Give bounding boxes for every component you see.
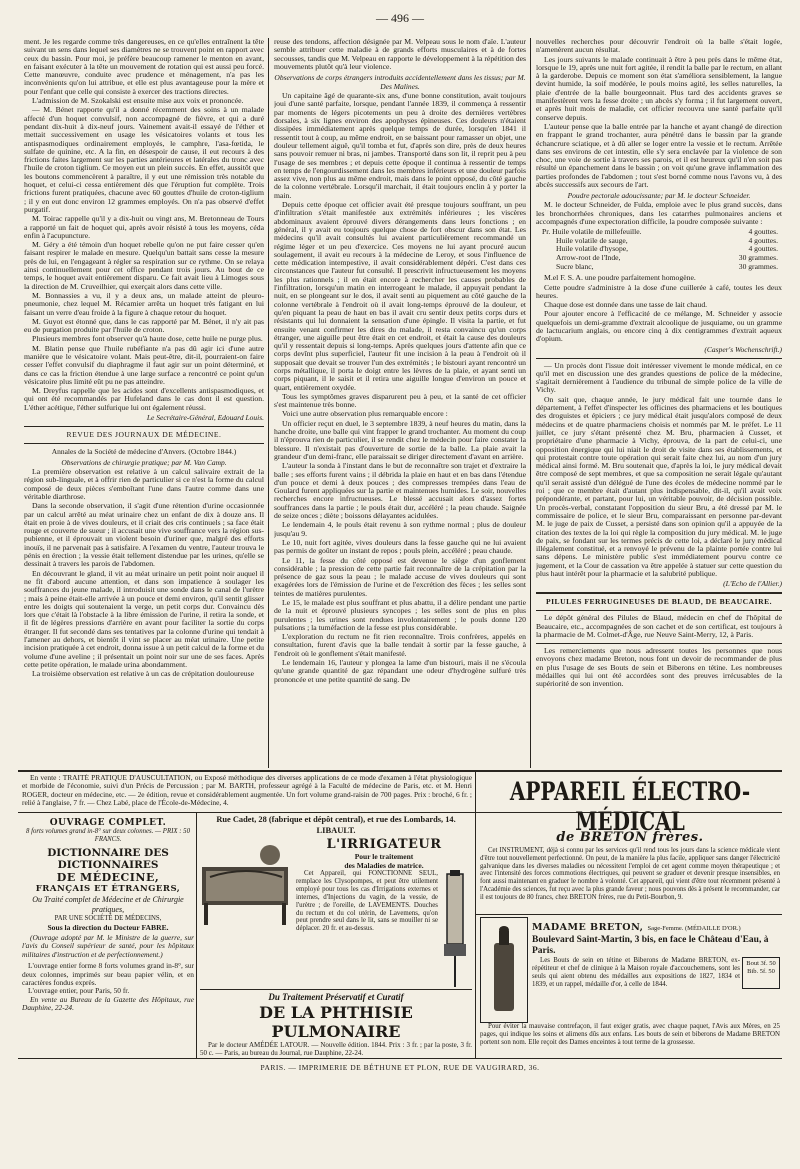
journal-source: Annales de la Société de médecine d'Anvers. (Octobre 1844.) — [51, 447, 237, 457]
ad-dict-direction: Sous la direction du Docteur FABRE. — [47, 923, 169, 932]
ad-mb-address: Boulevard Saint-Martin, 3 bis, en face le Château d'Eau, à Paris. — [532, 935, 769, 956]
col3-para: M. le docteur Schneider, de Fulda, emploie avec le plus grand succès, dans les bronchorrhées chroniques, dans les catarrhes pulmonaires anciens et accompagnés d'une expectoration difficile, la poudre composée suivante : — [536, 200, 782, 226]
ad-dict-title4: Ou Traité complet de Médecine et de Chirurgie pratiques, — [32, 895, 184, 914]
secretary-signature: Le Secrétaire-Général, Edouard Louis. — [146, 413, 264, 423]
ads-bottom-rule — [18, 1058, 782, 1059]
ad-dict-prix: L'ouvrage entier, pour Paris, 50 fr. — [28, 986, 130, 996]
source-citation: (Casper's Wochenschrift.) — [704, 344, 782, 354]
ad-irrigateur — [200, 815, 472, 987]
formula-row: Huile volatile d'hysope, 4 gouttes. — [556, 244, 778, 254]
ad-app-body: Cet INSTRUMENT, déjà si connu par les services qu'il rend tous les jours dans la science médicale vient d'être tout nouvellement perfectionné. On peut, de la manière la plus facile, appliquer sans danger l'électricité galvanique dans les diverses maladies ou nécessitent l'emploi de cet agent comme moyen thérapeutique ; et avec l'intensité des forces commotions électriques, qui peuvent se graduer et devenir presque insensibles, en font aussi maintenant en graduer le nombre à volonté. Cet appareil, qui vient d'être tout récemment présenté à l'Académie des sciences, fut reçu avec la plus grande faveur ; nous pouvons dès à présent le recommander, car il est toujours de 80 francs, chez BRETON frères, rue du Petit-Bourbon, 9. — [480, 847, 780, 901]
nursing-bottle-icon — [489, 925, 519, 1015]
ad-dict-ouvrage: OUVRAGE COMPLET. — [49, 818, 167, 828]
ad-app-title2: de BRETON frères. — [556, 830, 704, 845]
article-title: Poudre pectorale adoucissante; par M. le docteur Schneider. — [567, 191, 751, 201]
ad-breton-appareil — [480, 776, 780, 912]
section-divider — [536, 358, 782, 359]
formula-row: Sucre blanc, 30 grammes. — [556, 261, 778, 271]
col1-para: M. Guyot est étonné que, dans le cas rapporté par M. Bénet, il n'y ait pas eu de purgation produite par l'huile de croton. — [24, 316, 264, 335]
page-number: — 496 — — [376, 11, 424, 25]
ad-irr-body: Cet Appareil, qui FONCTIONNE SEUL, remplace les Clysopompes, et peut être utilement employé pour tous les cas d'Irrigations externes et internes, d'Injections du vagin, de la vessie, de l'urètre ; de l'oreille, de LAVEMENTS. Douches du rectum et du col utérin, de Lavemens, qu'on peut prendre seul dans le lit, sans se mouiller ni se déplacer. 20 fr. et au-dessus. — [296, 870, 438, 933]
col1-para: La troisième observation est relative à un cas de crépitation douloureuse — [32, 669, 255, 679]
col2-para: Un officier reçut en duel, le 3 septembre 1839, à neuf heures du matin, dans la hanche droite, une balle qui vint frapper le grand trochanter. Au moment du coup il n'éprouva rien de particulier, il se rendit chez le médecin pour faire constater la blessure. Il n'existait pas d'ouverture de sortie de la balle. La plaie avait la grandeur d'un demi-franc, elle paraissait se diriger directement d'avant en arrière. — [274, 418, 526, 461]
ad-dict-title3: FRANÇAIS ET ÉTRANGERS, — [35, 884, 181, 894]
ads-top-rule — [18, 770, 782, 772]
col1-para: — M. Bénet rapporte qu'il a donné récemment des soins à un malade affecté d'un hoquet convulsif, non accompagné de fièvre, et qui a duré pendant dix-huit à dix-neuf jours. Vainement avait-il essayé de l'éther et mettait successivement en usage les vésicatoires volants et tous les antispasmodiques ordinairement employés, le camphre, l'asa-fœtida, le sulfate de quinine, etc. A la fin, en désespoir de cause, il eut recours à des frictions faites largement sur les parties antérieures et latérales du tronc avec l'huile de croton tiglium. Ce moyen eut un plein succès. En effet, aussitôt que les boutons commencèrent à paraître, il y eut une rémission très notable du hoquet, et celui-ci cessa entièrement dès que l'éruption fut complète. Trois frictions furent pratiquées, chacune avec 60 gouttes d'huile de croton-tiglium ; il y en eut donc environ 12 grammes employés. On n'a pas observé d'effet purgatif. — [24, 105, 264, 214]
col1-para: ment. Je les regarde comme très dangereuses, en ce qu'elles entraînent la tête suivant un sens dans lequel ses diamètres ne se trouvent point en rapport avec ceux du bassin. Pour moi, je préfère beaucoup ramener le menton en avant, en faisant exécuter à la tête un mouvement de rotation qui est aussi peu forcé. Cette manœuvre, conduite avec prudence et ménagement, n'a pas les inconvénients qu'on lui attribue, et elle est plus avantageuse pour la mère et pour l'enfant que celle qui consiste à exercer des tractions directes. — [24, 38, 264, 96]
ad-dict-vente: En vente au Bureau de la Gazette des Hôpitaux, rue Dauphine, 22-24. — [22, 994, 194, 1013]
formula-table — [542, 228, 782, 271]
section-divider — [536, 592, 782, 594]
ad-irr-maker: LIBAULT. — [316, 825, 356, 835]
col1-para: M. Toirac rappelle qu'il y a dix-huit ou vingt ans, M. Bretonneau de Tours a rapporté un fait de hoquet qui, après avoir résisté à tous les moyens, céda enfin à l'acupuncture. — [24, 214, 264, 240]
col3-para: On sait que, chaque année, le jury médical fait une tournée dans le département, à l'effet d'inspecter les officines des pharmaciens et les boutiques des droguistes et épiciers ; ce jury médical était jusqu'alors composé de deux médecins et de quatre pharmaciens choisis et nommés par M. le préfet. Le 11 juillet, ce jury s'étant présenté chez M. Bru, pharmacien à Cusset, et propriétaire d'une pharmacie à Vichy, éprouva, de la part de celui-ci, une opposition énergique qui lui niait le droit de visite dans ses établissements, et qui protestait contre toute opération qui serait faite chez lui, au nom d'un jury médical ainsi formé. M. Bru soutenait que, d'après la loi, le jury médical devait être composé de sept membres, et que sa composition ne serait légale qu'autant qu'il serait assisté d'un délégué de l'une des écoles de médecine nommé par le roi ; que ce membre était d'autant plus indispensable, dit-il, qu'il avait voix prépondérante, et partant, pour lui, un véritable pouvoir, de décision possible. Un procès-verbal, constatant l'opposition du sieur Bru, a été dressé par M. le commissaire de police, et le sieur Bru, comparaissant en personne par-devant M. le juge de paix de Cusset, a persisté dans son opinion qu'il a appuyée de la citation des textes de la loi qui règle la composition du jury médical. M. le juge de paix, se fondant sur les termes précis de cette loi, a déclaré le jury médical illégalement constitué, et a renvoyé le prévenu de la plainte portée contre lui sans dépens. Le ministère public s'est immédiatement pourvu contre ce jugement, et la Cour de cassation va être appelée à statuer sur cette question du plus haut intérêt pour la pharmacie et la salubrité publique. — [536, 394, 782, 578]
ads-divider-right-h — [476, 914, 782, 915]
ads-divider-left — [196, 812, 197, 1058]
col3-para: Pour ajouter encore à l'efficacité de ce mélange, M. Schneider y associe quelquefois un demi-gramme d'extrait alcoolique de jusquiame, ou un gramme de lactucarium anglais, ou encore cinq à dix centigrammes d'extrait aqueux d'opium. — [536, 309, 782, 344]
col2-para: Le 11, la fesse du côté opposé est devenue le siège d'un gonflement considérable ; la pression de cette partie fait reconnaître de la crépitation par la présence de gaz sous la peau ; le malade accuse de vives douleurs qui sont exagérées lors de l'émission de l'urine et de l'excrétion des fèces ; les selles sont teintes de matières purulentes. — [274, 555, 526, 598]
printer-footer: PARIS. — IMPRIMERIE DE BÉTHUNE ET PLON, RUE DE VAUGIRARD, 36. — [260, 1063, 540, 1072]
ad-mb-body2: Pour éviter la mauvaise contrefaçon, il faut exiger gratis, avec chaque paquet, l'Avis aux Mères, en 25 pages, qui indique les soins et alimens dûs aux enfans. Les bouts de sein et biberons de Madame BRETON portent son nom. Elle reçoit des Dames enceintes à tout terme de la grossesse. — [480, 1023, 780, 1046]
ad-app-title: APPAREIL ÉLECTRO-MÉDICAL — [509, 776, 751, 836]
ad-phth-title: DE LA PHTHISIE PULMONAIRE — [259, 1003, 413, 1041]
column-1 — [24, 38, 264, 766]
ad-dict-body: L'ouvrage entier forme 8 forts volumes grand in-8°, sur deux colonnes, imprimés sur beau papier vélin, et en caractères fondus exprès. — [22, 961, 194, 988]
ad-madame-breton — [480, 917, 780, 1057]
ad-dict-title2: DE MÉDECINE, — [56, 871, 160, 884]
column-rule-1 — [268, 38, 269, 768]
article-title: Observations de corps étrangers introduits accidentellement dans les tissus; par M. Des Malines. — [274, 73, 526, 92]
formula-row: Huile volatile de sauge, 4 gouttes. — [556, 235, 778, 245]
col1-para: L'admission de M. Szokalski est ensuite mise aux voix et prononcée. — [32, 96, 244, 106]
col3-para: L'auteur pense que la balle entrée par la hanche et ayant changé de direction en frappant le grand trochanter, aura pénétré dans le bassin par la grande échancrure sciatique, et à dû aller se loger entre la vessie et le rectum. Arrêtée dans ses environs de cet intestin, elle s'y sera enclavée par la violence de son choc, une voie de sortie à travers ses parois, et il est heureux qu'il n'en soit pas résulté un épanchement dans le bassin ; on voit qu'une grave inflammation des parties profondes de l'abdomen ; tout s'est borné comme nous l'avons vu, à des abcès successifs aux secours de l'art. — [536, 121, 782, 190]
col1-para: En découvrant le gland, il vit au méat urinaire un petit point noir auquel il ne fit d'abord aucune attention, et dans son impatience à soulager les souffrances du jeune malade, il introduisit une sonde dans le canal de l'urètre ; mais à peine était-elle arrivée à un pouce et demi environ, qu'il sentit glisser entre les doigts qui soutenaient la verge, un petit corps dur. Convaincu dès lors que c'était là l'obstacle à la libre émission de l'urine, il retira la sonde, et il fit de légères pressions d'arrière en avant pour faciliter la sortie du corps étranger. Il fut secondé dans ses tentatives par la colonne d'urine qui tendait à l'amener au dehors, et bientôt il vint se placer au méat urinaire. Une petite incision pratiquée à cet endroit, donna issue à un petit calcul de la forme et du volume d'une aveline ; il présentait un point noir sur une de ses faces. Après cette petite opération, le malade urina abondamment. — [24, 568, 264, 669]
section-title-revue: REVUE DES JOURNAUX DE MÉDECINE. — [66, 430, 222, 440]
section-divider — [24, 443, 264, 444]
bed-illustration-icon — [200, 837, 292, 933]
col2-para: Voici une autre observation plus remarquable encore : — [282, 409, 448, 419]
col3-para: Cette poudre s'administre à la dose d'une cuillerée à café, toutes les deux heures. — [536, 282, 782, 300]
price-badge — [742, 957, 780, 989]
article-title: Observations de chirurgie pratique; par M. Van Camp. — [61, 458, 227, 468]
col3-para: Chaque dose est donnée dans une tasse de lait chaud. — [544, 300, 708, 310]
col3-para: Le dépôt général des Pilules de Blaud, médecin en chef de l'hôpital de Beaucaire, etc., accompagnées de son cachet et de son certificat, est toujours à la pharmacie de M. Colmet-d'Âge, rue Neuve Saint-Merry, 12, à Paris. — [536, 613, 782, 639]
col2-para: Tous les symptômes graves disparurent peu à peu, et la santé de cet officier s'est maintenue très bonne. — [274, 391, 526, 410]
ad-mb-body: Les Bouts de sein en tétine et Biberons de Madame BRETON, ex-répétiteur et chef de clinique à la Maison royale d'accouchemens, sont les seuls qui aient obtenu des médailles aux expositions de 1827, 1834 et 1839, et un rappel, médaille d'or, à celle de 1844. — [532, 957, 740, 988]
col1-para: La première observation est relative à un calcul salivaire extrait de la région sub-linguale, et à offrir rien de particulier si ce n'est la forme du calcul composé de deux pièces s'emboîtant l'une dans l'autre comme dans une véritable diarthrose. — [24, 467, 264, 501]
ad-dictionnaire — [22, 816, 194, 1056]
col2-para: Le 15, le malade est plus souffrant et plus abattu, il a délire pendant une partie de la nuit et éprouvé plusieurs syncopes ; les selles sont de plus en plus purulentes ; les urines sont rendues involontairement ; le pouls donne 120 pulsations ; la tuméfaction de la fesse est plus considérable. — [274, 598, 526, 632]
col3-para: Les remerciements que nous adressent toutes les personnes que nous envoyons chez madame Breton, nous font un devoir de recommander de plus en plus l'usage de ses Bouts de sein et Biberons en tétine. Les nombreuses médailles qui lui ont été accordées sont des preuves irrécusables de la supériorité de son invention. — [536, 646, 782, 689]
col3-para: — Un procès dont l'issue doit intéresser vivement le monde médical, en ce qu'il met en discussion une des grandes questions de police de la médecine, s'agitait dernièrement à l'audience du tribunal de simple police de la ville de Vichy. — [536, 360, 782, 395]
col3-para: Les jours suivants le malade continuait à être à peu près dans le même état, lorsque le 19, après une nuit fort agitée, il rendit la balle par le rectum, en allant à la garderobe. Depuis ce moment son état s'améliora sensiblement, la langue devint humide, la soif modérée, le pouls moins agité, les selles naturelles, la plaie d'entrée de la balle bourgeonnait. Plus tard des accidents graves se manifestèrent vers la fesse droite ; un abcès s'y forma ; il fut largement ouvert, et après huit mois de maladie, cet officier recouvra une santé parfaite qu'il conserve depuis. — [536, 54, 782, 122]
section-divider — [536, 610, 782, 611]
ad-dict-adopte: (Ouvrage adopté par M. le Ministre de la guerre, sur l'avis du Conseil supérieur de santé, pour les hôpitaux militaires d'instruction et de perfectionnement.) — [22, 933, 194, 959]
col2-para: reuse des tendons, affection désignée par M. Velpeau sous le nom d'aïe. L'auteur semble attribuer cette maladie à de grands efforts musculaires et à de fortes secousses, tandis que M. Velpeau en rapporte le développement à la répétition des mouvements plutôt qu'à leur violence. — [274, 38, 526, 71]
ad-irr-address: Rue Cadet, 28 (fabrique et dépôt central), et rue des Lombards, 14. — [216, 815, 456, 824]
col3-para: M.el F. S. A. une poudre parfaitement homogène. — [544, 273, 696, 283]
ad-dict-title: DICTIONNAIRE DES DICTIONNAIRES — [47, 847, 169, 871]
col1-para: M. Dreyfus rappelle que les acides sont d'excellents antispasmodiques, et qui ont été recommandés par Hufeland dans le cas dont il est question. L'éther acétique, l'éther sulfurique lui ont également réussi. — [24, 386, 264, 412]
col1-para: Dans la seconde observation, il s'agit d'une rétention d'urine occasionnée par un calcul arrêté au méat urinaire chez un enfant de dix à douze ans. Il était en proie à de vives douleurs, et il criait des cris continuels ; sa face était rouge et couverte de sueur ; il accusait une vive souffrance vers la région sus-pubienne, et il éprouvait un violent besoin d'uriner que, malgré des efforts inouïs, il ne parvenait pas à satisfaire. A l'examen du ventre, l'auteur trouva le pénis en érection ; la vessie était tellement distendue par les urines, qu'elle se dessinait à travers les parois de l'abdomen. — [24, 501, 264, 569]
col2-para: L'exploration du rectum ne fit rien reconnaître. Trois confrères, appelés en consultation, furent d'avis que la balle tendait à sortir par la fesse gauche, à l'endroit où le gonflement s'était manifesté. — [274, 632, 526, 658]
col3-para: nouvelles recherches pour découvrir l'endroit où la balle s'était logée, n'amenèrent aucun résultat. — [536, 38, 782, 55]
ad-dict-volumes: 8 forts volumes grand in-8° sur deux colonnes. — PRIX : 50 FRANCS. — [26, 828, 190, 843]
col2-para: Le lendemain 4, le pouls était revenu à son rythme normal ; plus de douleur jusqu'au 9. — [274, 520, 526, 538]
section-divider — [24, 426, 264, 427]
price-bout: Bout 3f. 50 — [746, 960, 776, 967]
source-citation: (L'Echo de l'Allier.) — [723, 579, 782, 589]
ad-traite-auscultation — [22, 774, 472, 810]
bottle-illustration-box — [480, 917, 528, 1023]
column-3 — [536, 38, 782, 766]
formula-row: Arrow-root de l'Inde, 30 grammes. — [556, 253, 778, 263]
col2-para: Depuis cette époque cet officier avait été presque toujours souffrant, un peu d'infiltration s'était manifestée aux extrémités inférieures ; les viscères abdominaux avaient éprouvé divers dérangements dans leurs fonctions ; en général, il y avait eu toujours quelque chose de fort obscur dans son état. Les médecins qu'il avait consultés lui avaient particulièrement recommandé un régime léger et un peu d'exercice. Ces moyens ne lui ayant procuré aucun soulagement, il avait eu recours à la médecine de Leroy, et sous l'influence de cette médication intempestive, il avait considérablement dépéri. C'est dans ces circonstances que l'auteur fut consulté. Il prescrivit infructueusement les moyens les plus rationnels ; il en était encore à rechercher les causes probables de l'infiltration, lorsqu'un matin en interrogeant le malade, il appuyait pendant la nuit, en se plongeant sur le dos, il avait senti au piquement au côté gauche de la colonne vertébrale à l'endroit où il avait long-temps éprouvé de la douleur, et qu'en piquant la peau de haut en bas il avait cru sentir deux petits corps durs et résistants qui lui donnaient la sensation d'une épingle. Il visita la partie, et fut ensuite venant confirmer les dires du malade, il resta convaincu qu'un corps étranger, une aiguille peut être était en cet endroit, et était la cause des douleurs qu'il y ressentait depuis si long-temps. Après quelques jours d'attente afin que ce corps devînt plus superficiel, l'auteur fit une incision à la peau à l'endroit où il supposait que devait se trouver l'un des extrémités ; le bistouri ayant rencontré un corps métallique, il porta le doigt entre les lèvres de la plaie, et ayant senti un corps piquant, il le saisit et il retira une aiguille longue d'environ un pouce et quart, entièrement oxydée. — [274, 200, 526, 392]
ad-phth-body: Par le docteur AMÉDÉE LATOUR. — Nouvelle édition. 1844. Prix : 3 fr. ; par la poste, 3 fr. 50 c. — Paris, au bureau du Journal, rue Dauphine, 22-24. — [200, 1041, 472, 1057]
ad-mb-title-tail: Sage-Femme. (MÉDAILLE D'OR.) — [647, 925, 741, 932]
ad-traite-text: En vente : TRAITÉ PRATIQUE D'AUSCULTATION, ou Exposé méthodique des diverses applications de ce mode d'examen à l'état physiologique et morbide de l'économie, suivi d'un Précis de Percussion ; par M. BARTH, professeur agrégé à la Faculté de médecine de Paris, etc. et M. Henri ROGER, docteur en médecine, etc. — 2e édition, revue et considérablement augmentée. Un fort volume grand-raisin de 700 pages. Prix : broché, 6 fr. ; relié à l'anglaise, 7 fr. — Chez Labé, place de l'École-de-Médecine, 4. — [22, 774, 472, 808]
ad-dict-title5: PAR UNE SOCIÉTÉ DE MÉDECINS, — [54, 915, 162, 922]
ad-phthisie — [200, 989, 472, 1058]
col1-para: M. Blatin pense que l'huile rubéfiante n'a pas dû agir ici d'une autre manière que le vésicatoire volant. Mais peut-être, dit-il, pourraient-on faire cesser l'effet convulsif du diaphragme il faut agir sur un point déterminé, et dans ce cas la friction étendue à une large surface a rencontré ce point qu'un vésicatoire plus limité eût pu ne pas atteindre. — [24, 343, 264, 386]
ad-irr-title: L'IRRIGATEUR — [326, 837, 442, 852]
syringe-device-icon — [438, 870, 472, 987]
ad-mb-title: MADAME BRETON, — [532, 922, 644, 933]
section-divider — [536, 643, 782, 644]
col2-para: Un capitaine âgé de quarante-six ans, d'une bonne constitution, avait toujours joui d'une santé parfaite, lorsque, pendant l'année 1839, il commença à ressentir par moments de légers picotements un peu à droite des dernières vertèbres dorsales, à six lignes environ des apophyses épineuses. Ces douleurs n'étaient dissipées immédiatement après quelque temps de durée, lorsqu'en 1841 il ressentit tout à coup, au même endroit, en se baissant pour ramasser un objet, une douleur tellement aiguë, qu'il tomba et fut, d'après son dire, près de deux heures sans pouvoir remuer ni bras, ni jambes. Transporté dans son lit, il reprit peu à peu l'usage de ses membres ; et depuis cette époque il continua à ressentir de temps en temps de l'engourdissement dans les membres inférieurs et une douleur parfois assez vive, non plus au même endroit, mais dans le point opposé, du côté gauche de la colonne vertébrale. Lorsqu'il marchait, il était toujours enclin à y porter la main. — [274, 91, 526, 200]
col1-para: M. Bonnassies a vu, il y a deux ans, un malade atteint de pleuro-pneumonie, chez lequel M. Récamier arrêta un hoquet très fatigant en lui faisant un verre d'eau froide à la figure à chaque retour du hoquet. — [24, 290, 264, 317]
ad-irr-sub1: Pour le traitement — [354, 852, 414, 861]
ad-phth-head: Du Traitement Préservatif et Curatif — [268, 992, 404, 1002]
col1-para: M. Géry a été témoin d'un hoquet rebelle qu'on ne put faire cesser qu'en faisant respirer le malade en mesure. Quelqu'un battait sans cesse la mesure près de lui, en l'engageant à régler sa respiration sur ce rythme. On se relaya ainsi continuellement pour cet office pendant trois jours. Au bout de ce temps, le hoquet avait entièrement disparu. Ce fait avait lieu à Limoges sous la direction de M. Cruveilhier, qui exerçait alors dans cette ville. — [24, 240, 264, 291]
formula-row: Pr. Huile volatile de millefeuille. 4 gouttes. — [542, 227, 778, 237]
column-2 — [274, 38, 526, 766]
col2-para: Le lendemain 16, l'auteur y plongea la lame d'un bistouri, mais il ne s'écoula qu'une grande quantité de gaz répandant une odeur d'hydrogène sulfuré très prononcée et une petite quantité de sang. De — [274, 658, 526, 684]
ad-irr-sub2: des Maladies de matrice. — [344, 861, 424, 870]
col2-para: L'auteur la sonda à l'instant dans le but de reconnaître son trajet et d'extraire la balle ; ses efforts furent vains ; il débrida la plaie en haut et en bas dans l'étendue d'un pouce et demi à deux pouces ; des compresses trempées dans l'eau de Goulard furent appliquées sur la partie et maintenues humides. Le soir, nouvelles recherches encore infructueuses. Le blessé accusait alors d'assez fortes souffrances dans la partie ; le pouls était dur, accéléré ; la peau chaude. Saignée de seize onces ; diète ; boissons délayantes acidulées. — [274, 461, 526, 521]
col1-para: Plusieurs membres font observer qu'à haute dose, cette huile ne purge plus. — [32, 334, 263, 344]
column-rule-2 — [530, 38, 531, 768]
section-title-pilules: PILULES FERRUGINEUSES DE BLAUD, DE BEAUCAIRE. — [545, 597, 773, 607]
price-bib: Bib. 5f. 50 — [747, 968, 775, 975]
ads-divider-mid — [475, 772, 476, 1058]
col2-para: Le 10, nuit fort agitée, vives douleurs dans la fesse gauche qui ne lui avaient pas permis de goûter un instant de repos ; pouls plein, accéléré ; peau chaude. — [274, 537, 526, 556]
